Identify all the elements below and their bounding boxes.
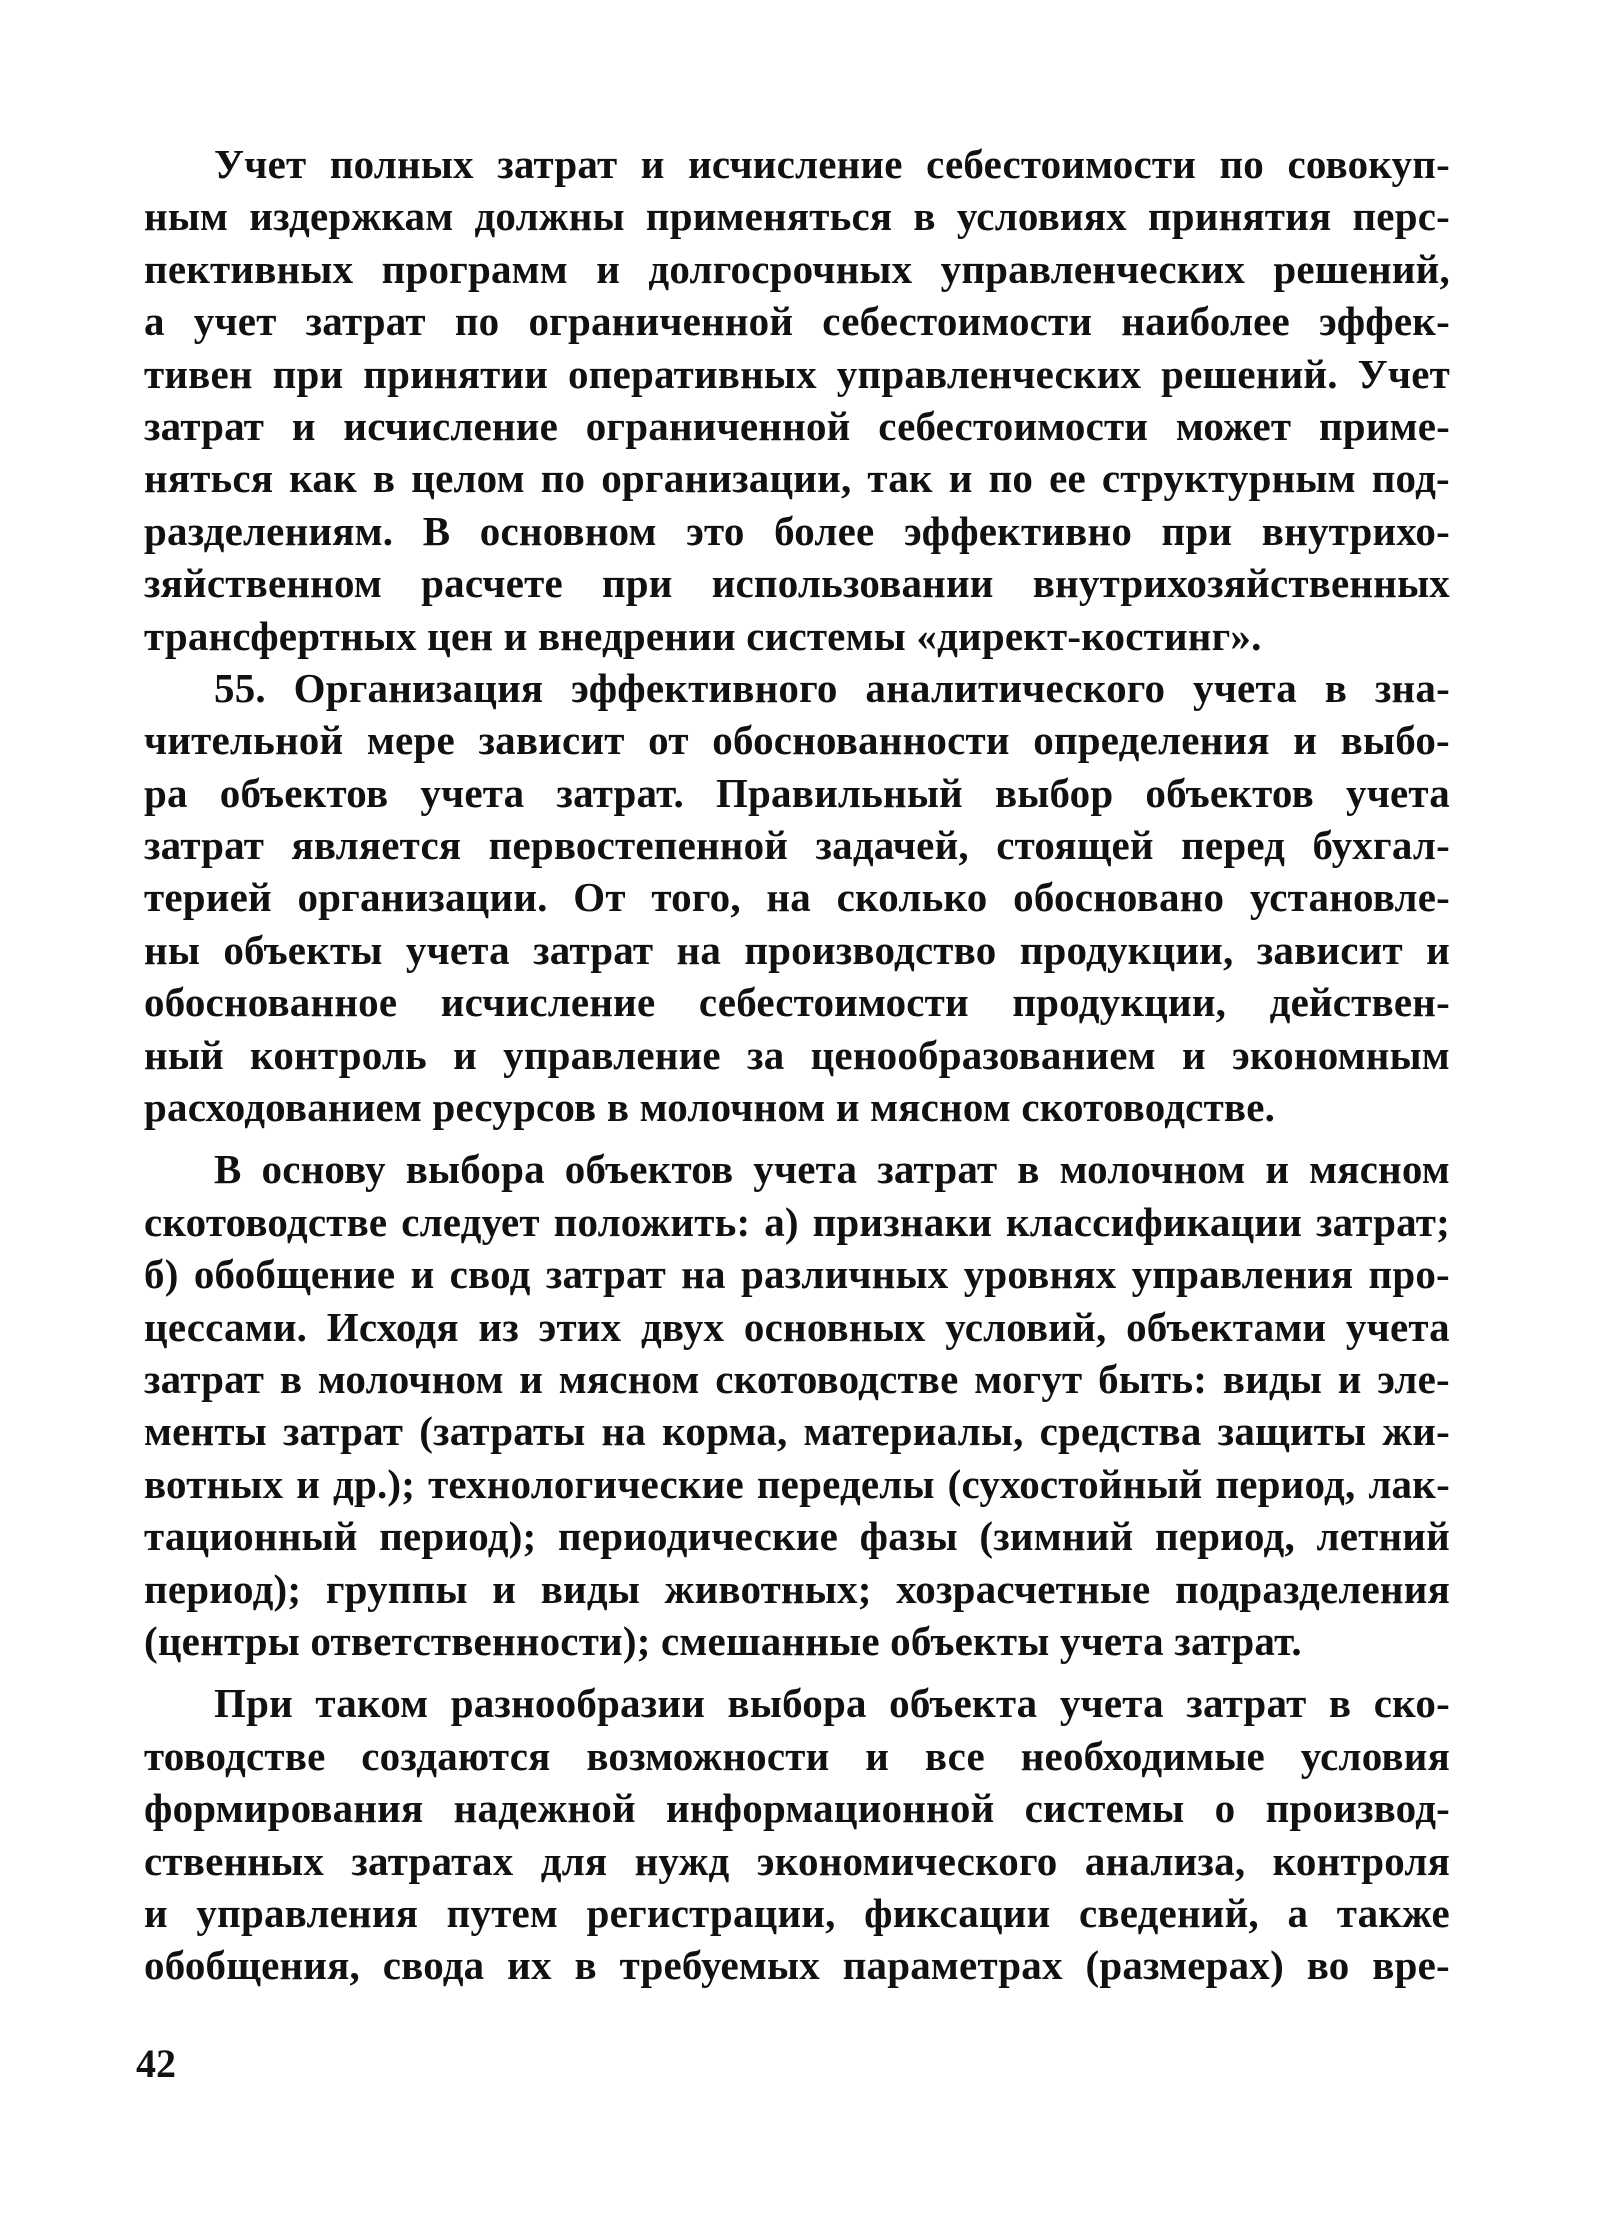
paragraph-gap bbox=[144, 1667, 1450, 1677]
text-line: а учет затрат по ограниченной себестоимости наиболее эффек- bbox=[144, 298, 1450, 345]
text-line: затрат и исчисление ограниченной себестоимости может приме- bbox=[144, 402, 1450, 449]
paragraph-2 bbox=[144, 662, 1450, 1134]
text-line: няться как в целом по организации, так и по ее структурным под- bbox=[144, 455, 1450, 502]
text-line: ственных затратах для нужд экономического анализа, контроля bbox=[144, 1837, 1450, 1884]
page-number: 42 bbox=[136, 2041, 176, 2086]
text-line: 55. Организация эффективного аналитического учета в зна- bbox=[214, 664, 1450, 711]
text-line: скотоводстве следует положить: а) признаки классификации затрат; bbox=[144, 1198, 1450, 1245]
text-line: затрат является первостепенной задачей, стоящей перед бухгал- bbox=[144, 822, 1450, 869]
text-line: разделениям. В основном это более эффективно при внутрихо- bbox=[144, 507, 1450, 554]
paragraph-3 bbox=[144, 1143, 1450, 1667]
text-line: В основу выбора объектов учета затрат в молочном и мясном bbox=[214, 1146, 1450, 1193]
text-line: обоснованное исчисление себестоимости продукции, действен- bbox=[144, 979, 1450, 1026]
text-line: и управления путем регистрации, фиксации сведений, а также bbox=[144, 1889, 1450, 1936]
text-line: ный контроль и управление за ценообразованием и экономным bbox=[144, 1031, 1450, 1078]
text-line: (центры ответственности); смешанные объекты учета затрат. bbox=[144, 1617, 1302, 1664]
paragraph-4 bbox=[144, 1677, 1450, 1991]
text-line: затрат в молочном и мясном скотоводстве могут быть: виды и эле- bbox=[144, 1355, 1450, 1402]
text-line: обобщения, свода их в требуемых параметрах (размерах) во вре- bbox=[144, 1942, 1450, 1989]
text-line: трансфертных цен и внедрении системы «директ-костинг». bbox=[144, 612, 1262, 659]
body-text bbox=[144, 138, 1450, 1992]
text-line: зяйственном расчете при использовании внутрихозяйственных bbox=[144, 560, 1450, 607]
text-line: Учет полных затрат и исчисление себестоимости по совокуп- bbox=[214, 141, 1450, 187]
text-line: При таком разнообразии выбора объекта учета затрат в ско- bbox=[214, 1680, 1450, 1727]
text-line: ным издержкам должны применяться в условиях принятия перс- bbox=[144, 193, 1450, 240]
text-line: вотных и др.); технологические переделы (сухостойный период, лак- bbox=[144, 1460, 1450, 1507]
text-line: расходованием ресурсов в молочном и мясном скотоводстве. bbox=[144, 1084, 1276, 1131]
text-line: б) обобщение и свод затрат на различных уровнях управления про- bbox=[144, 1251, 1450, 1298]
text-line: цессами. Исходя из этих двух основных условий, объектами учета bbox=[144, 1303, 1450, 1350]
text-line: товодстве создаются возможности и все необходимые условия bbox=[144, 1732, 1450, 1779]
text-line: ны объекты учета затрат на производство продукции, зависит и bbox=[144, 926, 1450, 973]
text-line: терией организации. От того, на сколько обосновано установле- bbox=[144, 874, 1450, 921]
text-line: тационный период); периодические фазы (зимний период, летний bbox=[144, 1513, 1450, 1560]
text-line: пективных программ и долгосрочных управленческих решений, bbox=[144, 245, 1450, 292]
paragraph-1 bbox=[144, 138, 1450, 662]
text-line: чительной мере зависит от обоснованности определения и выбо- bbox=[144, 717, 1450, 764]
text-line: менты затрат (затраты на корма, материалы, средства защиты жи- bbox=[144, 1408, 1450, 1455]
text-line: период); группы и виды животных; хозрасчетные подразделения bbox=[144, 1565, 1450, 1612]
text-line: тивен при принятии оперативных управленческих решений. Учет bbox=[144, 350, 1450, 397]
text-line: формирования надежной информационной системы о производ- bbox=[144, 1785, 1450, 1832]
paragraph-gap bbox=[144, 1133, 1450, 1143]
text-line: ра объектов учета затрат. Правильный выбор объектов учета bbox=[144, 769, 1450, 816]
